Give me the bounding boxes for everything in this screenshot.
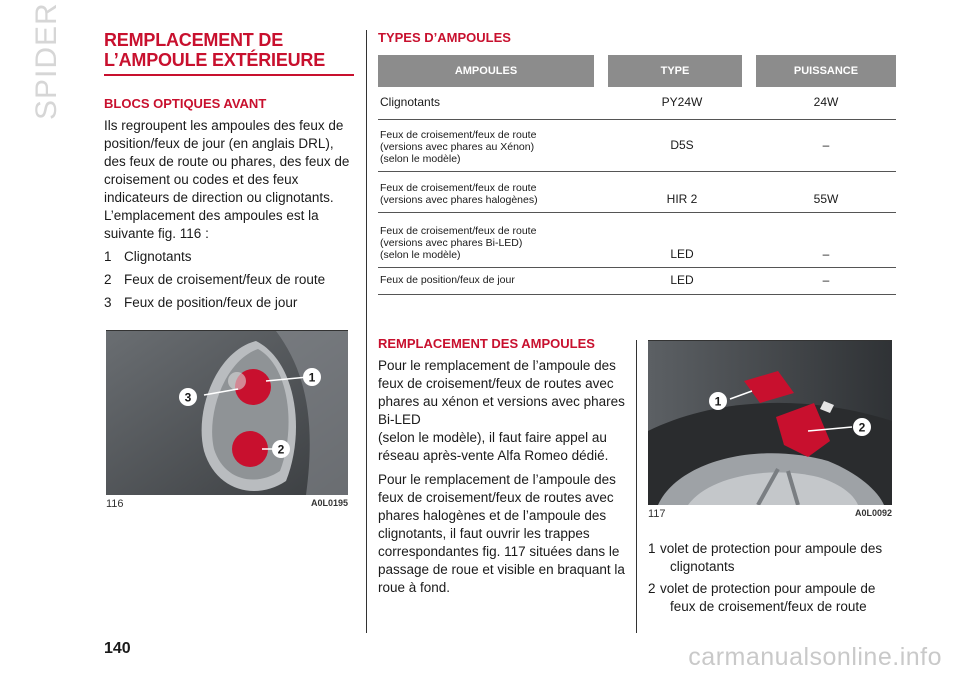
body-line: passage de roue et visible en braquant la (378, 562, 625, 577)
callout-1 (303, 368, 321, 386)
legend-text (660, 540, 882, 576)
figure-117-image (648, 341, 892, 505)
legend-item (648, 580, 896, 616)
callout-label: 1 (714, 394, 722, 409)
body-line: Pour le remplacement de l’ampoule des (378, 358, 616, 373)
list-text: Feux de croisement/feux de route (124, 272, 326, 287)
column-divider-right (636, 340, 637, 633)
cell-line: (selon le modèle) (380, 153, 461, 165)
cell-bulb: Clignotants (378, 87, 608, 120)
cell-bulb (378, 213, 608, 268)
header-puissance: PUISSANCE (756, 55, 896, 87)
wheel-arch-illustration (648, 341, 892, 505)
cell-line: Feux de croisement/feux de route (380, 182, 537, 194)
cell-bulb (378, 120, 608, 172)
body-line: Pour le remplacement de l’ampoule des (378, 472, 616, 487)
cell-line: (versions avec phares Bi-LED) (380, 237, 523, 249)
body-line: (selon le modèle), il faut faire appel au (378, 430, 607, 445)
body-line: feux de croisement/feux de routes avec (378, 376, 614, 391)
body-line: Ils regroupent les ampoules des feux de (104, 118, 344, 133)
list-number: 2 (104, 272, 112, 287)
replacement-section (378, 336, 628, 597)
side-tab (22, 2, 78, 120)
table-header-row (378, 55, 896, 87)
body-line: phares au xénon et versions avec phares (378, 394, 625, 409)
callout-label: 1 (308, 370, 316, 385)
figure-caption (106, 498, 348, 510)
cell-type: HIR 2 (608, 172, 756, 213)
cell-type: LED (608, 213, 756, 268)
cell-line: (selon le modèle) (380, 249, 461, 261)
body-line: croisement ou codes et des feux (104, 172, 299, 187)
cell-type: LED (608, 268, 756, 295)
fig-reference-line[interactable]: correspondantes fig. 117 situées dans le (378, 544, 620, 559)
cell-bulb (378, 172, 608, 213)
legend-line: volet de protection pour ampoule des (660, 541, 883, 556)
figure-number: 117 (648, 508, 666, 520)
body-line: des feux de route ou phares, des feux de (104, 154, 350, 169)
table-row (378, 268, 896, 295)
legend-item (648, 540, 896, 576)
callout-2 (853, 418, 871, 436)
table-row (378, 87, 896, 120)
section-title (104, 30, 354, 70)
list-item (104, 271, 354, 289)
body-line: clignotants, il faut ouvrir les trappes (378, 526, 590, 541)
body-line: réseau après-vente Alfa Romeo dédié. (378, 448, 609, 463)
figure-116 (106, 330, 348, 510)
replacement-para-2 (378, 471, 628, 597)
legend-number: 2 (648, 581, 656, 596)
figure-code: A0L0195 (310, 498, 348, 508)
cell-power: – (756, 213, 896, 268)
watermark: carmanualsonline.info (688, 643, 942, 671)
header-type: TYPE (608, 55, 756, 87)
cell-bulb: Feux de position/feux de jour (378, 268, 608, 295)
list-item (104, 248, 354, 266)
cell-line: Feux de croisement/feux de route (380, 129, 537, 141)
figure-caption (648, 508, 892, 520)
legend-number: 1 (648, 541, 656, 556)
table-row (378, 120, 896, 172)
figure-116-image (106, 331, 348, 495)
table-row (378, 213, 896, 268)
body-line: feux de croisement/feux de routes avec (378, 490, 614, 505)
blocs-body (104, 117, 354, 243)
list-text: Clignotants (124, 249, 192, 264)
cell-type: PY24W (608, 87, 756, 120)
body-line: L’emplacement des ampoules est la (104, 208, 319, 223)
page-number: 140 (104, 640, 131, 657)
figure-117 (648, 340, 892, 520)
cell-line: (versions avec phares halogènes) (380, 194, 538, 206)
legend-line: volet de protection pour ampoule de (660, 581, 876, 596)
fig-reference-line[interactable]: suivante fig. 116 : (104, 226, 209, 241)
legend-text (660, 580, 875, 616)
figure-117-legend (648, 536, 896, 616)
bulb-types-table (378, 55, 896, 295)
bulb-types-section (378, 30, 896, 295)
callout-2 (272, 440, 290, 458)
callout-label: 2 (858, 420, 866, 435)
list-number: 1 (104, 249, 112, 264)
list-number: 3 (104, 295, 112, 310)
figure-number: 116 (106, 498, 124, 510)
callout-1 (709, 392, 727, 410)
title-underline (104, 74, 354, 76)
body-line: Bi-LED (378, 412, 421, 427)
body-line: indicateurs de direction ou clignotants. (104, 190, 334, 205)
body-line: phares halogènes et de l’ampoule des (378, 508, 607, 523)
headlight-illustration (106, 331, 348, 495)
section-title-line-2: L’AMPOULE EXTÉRIEURE (104, 50, 326, 70)
cell-type: D5S (608, 120, 756, 172)
body-line: roue à fond. (378, 580, 451, 595)
body-line: position/feux de jour (en anglais DRL), (104, 136, 334, 151)
blocs-title: BLOCS OPTIQUES AVANT (104, 96, 267, 111)
table-row (378, 172, 896, 213)
list-item (104, 294, 354, 312)
left-column (104, 30, 354, 312)
replacement-title: REMPLACEMENT DES AMPOULES (378, 336, 595, 351)
callout-label: 2 (277, 442, 285, 457)
cell-line: Feux de croisement/feux de route (380, 225, 537, 237)
replacement-para-1 (378, 357, 628, 465)
list-text: Feux de position/feux de jour (124, 295, 298, 310)
column-divider (366, 30, 367, 633)
cell-power: 24W (756, 87, 896, 120)
figure-code: A0L0092 (854, 508, 892, 518)
cell-power: – (756, 120, 896, 172)
header-ampoules: AMPOULES (378, 55, 608, 87)
callout-label: 3 (184, 390, 192, 405)
legend-line: clignotants (670, 559, 735, 574)
callout-3 (179, 388, 197, 406)
table-title: TYPES D’AMPOULES (378, 30, 511, 45)
cell-power: – (756, 268, 896, 295)
legend-line: feux de croisement/feux de route (670, 599, 867, 614)
cell-power: 55W (756, 172, 896, 213)
section-title-line-1: REMPLACEMENT DE (104, 30, 284, 50)
cell-line: (versions avec phares au Xénon) (380, 141, 535, 153)
side-tab-label: SPIDER (30, 2, 63, 120)
